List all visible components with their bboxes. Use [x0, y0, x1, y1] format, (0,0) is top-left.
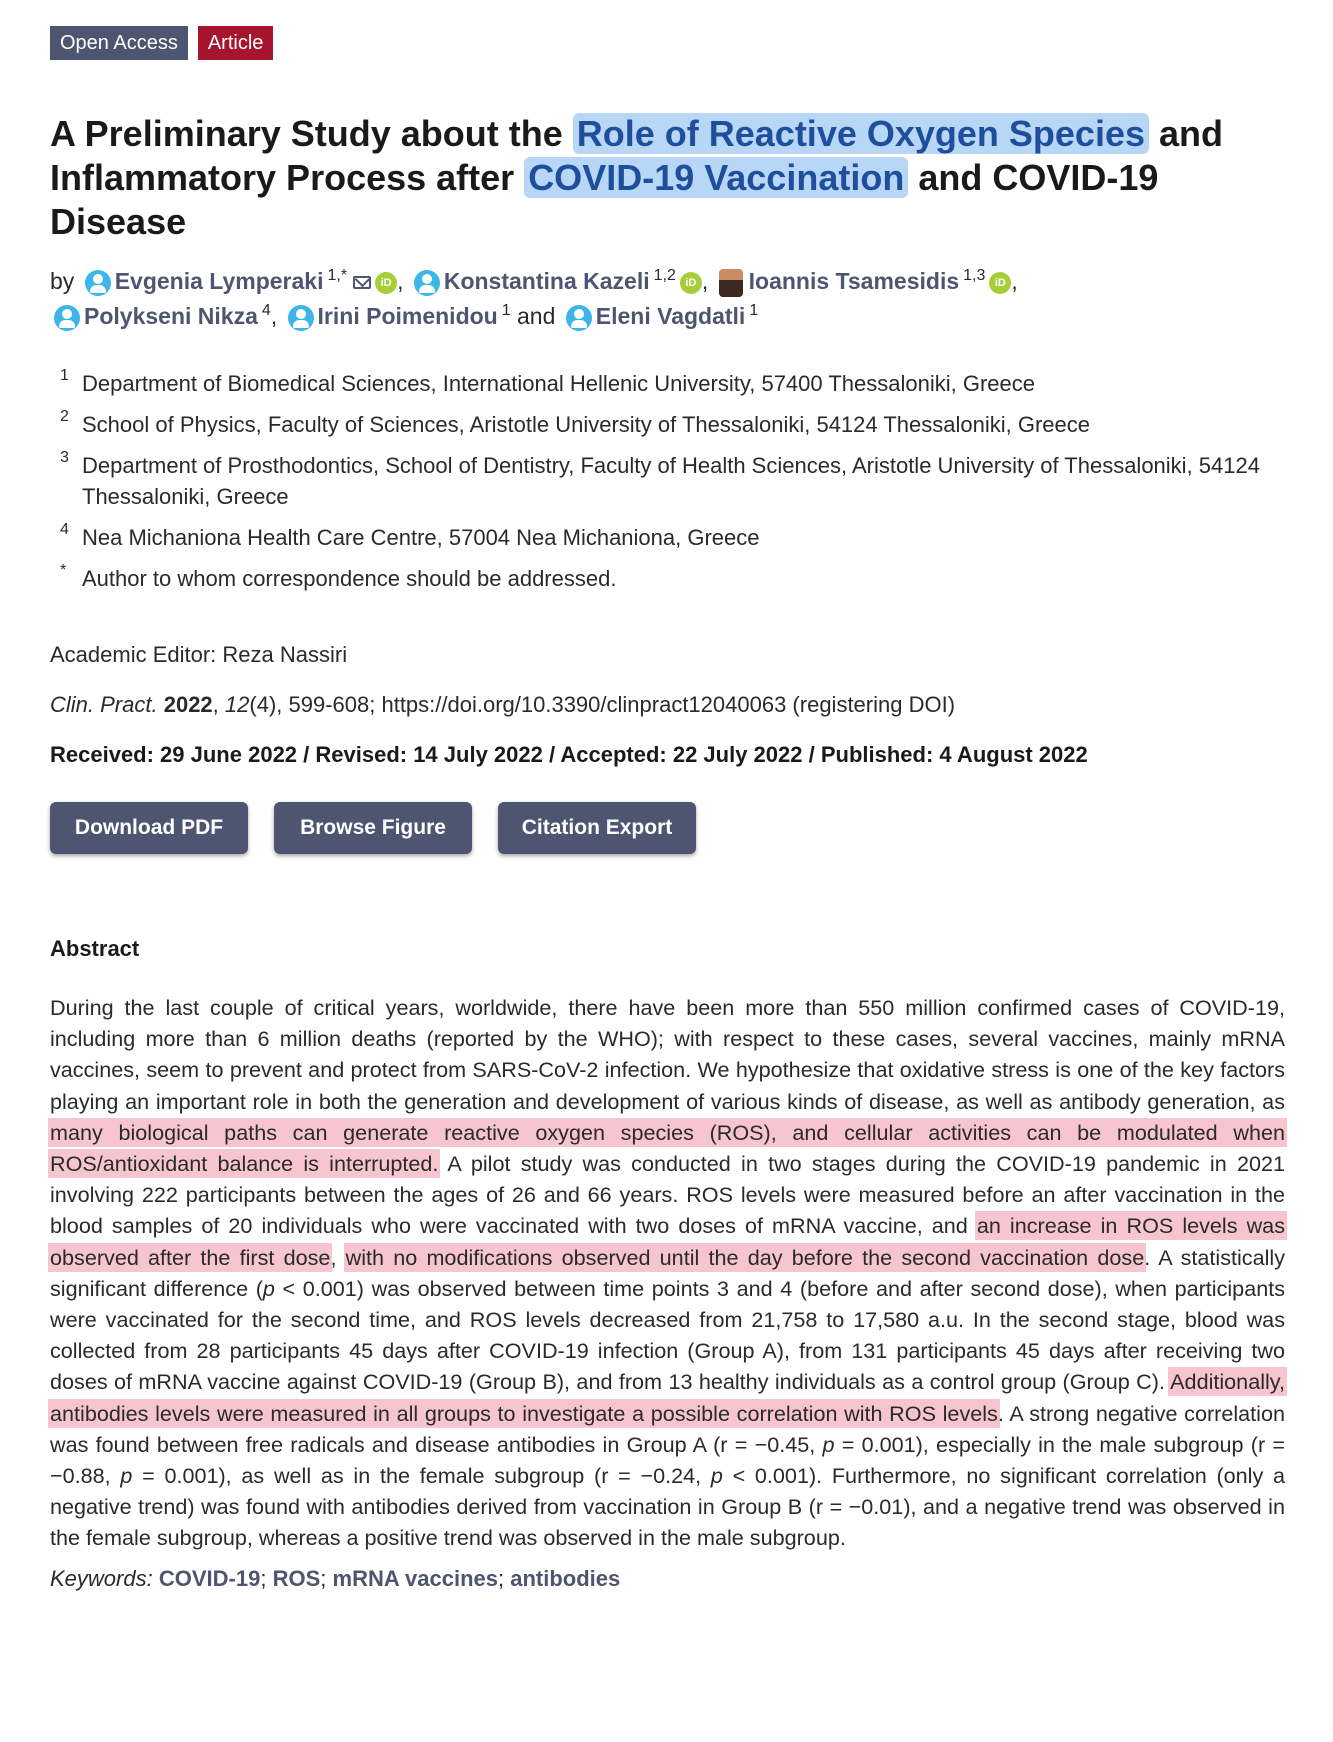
keyword-link[interactable]: ROS: [272, 1565, 321, 1591]
affiliation-item: [50, 409, 1285, 440]
keyword-link[interactable]: antibodies: [510, 1565, 621, 1591]
journal-name: Clin. Pract.: [50, 692, 158, 717]
separator: ,: [701, 268, 709, 294]
affiliation-ref[interactable]: 1: [501, 302, 511, 320]
affiliation-ref[interactable]: 1: [749, 302, 759, 320]
title-selection-2: COVID-19 Vaccination: [524, 157, 908, 198]
abstract-highlight: with no modifications observed until the day before the second vaccination dose: [345, 1244, 1145, 1270]
abstract-text: During the last couple of critical years, worldwide, there have been more than 550 million confirmed cases of COVID-19, including more than 6 million deaths (reported by the WHO); with respect to these cases, several vaccines, mainly mRNA vaccines, seem to prevent and protect from SARS-CoV-2 infection. We hypothesize that oxidative stress is one of the key factors playing an important role in both the generation and development of various kinds of disease, as well as antibody generation, as: [50, 995, 1285, 1114]
user-icon[interactable]: [85, 270, 111, 296]
citation-line: Clin. Pract. 2022, 12(4), 599-608; https://doi.org/10.3390/clinpract12040063 (registering DOI): [50, 692, 956, 717]
author-name[interactable]: Ioannis Tsamesidis: [748, 268, 960, 294]
affiliation-item: [50, 563, 1285, 594]
orcid-icon[interactable]: iD: [375, 272, 397, 294]
author-name[interactable]: Evgenia Lymperaki: [114, 268, 324, 294]
affiliation-number: *: [60, 562, 67, 579]
abstract-text: . A strong negative correlation was found between free radicals and disease antibodies in Group A (r = −0.45,: [50, 1400, 1285, 1457]
orcid-icon[interactable]: iD: [680, 272, 702, 294]
affiliation-text: Department of Prosthodontics, School of Dentistry, Faculty of Health Sciences, Aristotle University of Thessaloniki, 54124 Thessaloniki, Greece: [82, 453, 1260, 509]
user-icon[interactable]: [414, 270, 440, 296]
citation-export-button[interactable]: Citation Export: [498, 802, 696, 854]
keyword-separator: ;: [260, 1565, 267, 1591]
keyword-separator: ;: [498, 1565, 505, 1591]
abstract-text: = 0.001), especially in the male subgroup (r = −0.88,: [50, 1431, 1285, 1489]
mail-icon[interactable]: [353, 276, 371, 289]
affiliation-number: 4: [60, 521, 69, 538]
abstract-text: < 0.001). Furthermore, no significant correlation (only a negative trend) was found with antibodies derived from vaccination in Group B (r = −0.01), and a negative trend was observed in the female subgroup, whereas a positive trend was observed in the male subgroup.: [50, 1463, 1285, 1551]
abstract-highlight: Additionally, antibodies levels were measured in all groups to investigate a possible correlation with ROS levels: [50, 1369, 1285, 1426]
affiliation-number: 2: [60, 408, 69, 425]
separator: ,: [270, 303, 278, 329]
author-name[interactable]: Eleni Vagdatli: [595, 303, 746, 329]
title-text: and Inflammatory Process after: [50, 113, 1224, 198]
keywords-label: Keywords:: [50, 1565, 153, 1591]
affiliation-item: [50, 522, 1285, 553]
affiliation-text: Author to whom correspondence should be addressed.: [82, 566, 617, 591]
affiliation-item: [50, 368, 1285, 399]
action-buttons: [50, 802, 1285, 854]
citation-year: 2022: [163, 692, 213, 717]
browse-figure-button[interactable]: Browse Figure: [274, 802, 472, 854]
abstract-highlight: an increase in ROS levels was observed after the first dose: [50, 1213, 1285, 1270]
publication-dates: Received: 29 June 2022 / Revised: 14 July 2022 / Accepted: 22 July 2022 / Published: 4 August 2022: [50, 742, 1088, 767]
article-type-badge[interactable]: Article: [198, 26, 274, 60]
affiliation-text: School of Physics, Faculty of Sciences, Aristotle University of Thessaloniki, 54124 Thessaloniki, Greece: [82, 412, 1090, 437]
author-name[interactable]: Polykseni Nikza: [84, 303, 258, 329]
affiliation-ref[interactable]: 1,2: [653, 267, 676, 285]
p-symbol: p: [710, 1463, 723, 1489]
author-list: [50, 264, 1285, 334]
badge-row: [50, 26, 1285, 60]
separator: ,: [1011, 268, 1018, 294]
author-photo-icon[interactable]: [719, 269, 743, 297]
p-symbol: p: [822, 1431, 835, 1457]
abstract-text: A pilot study was conducted in two stages during the COVID-19 pandemic in 2021 involving 222 participants between the ages of 26 and 66 years. ROS levels were measured before an after vaccination in the blood samples of 20 individuals who were vaccinated with two doses of mRNA vaccine, and: [50, 1151, 1285, 1239]
title-selection-1: Role of Reactive Oxygen Species: [573, 113, 1149, 154]
abstract-text: . A statistically significant difference (: [50, 1244, 1285, 1301]
abstract-heading: Abstract: [50, 936, 140, 961]
affiliation-list: [50, 368, 1285, 594]
abstract-text: = 0.001), as well as in the female subgroup (r = −0.24,: [132, 1463, 711, 1489]
user-icon[interactable]: [566, 305, 592, 331]
affiliation-text: Nea Michaniona Health Care Centre, 57004 Nea Michaniona, Greece: [82, 525, 760, 550]
keyword-separator: ;: [320, 1565, 327, 1591]
separator: ,: [397, 268, 404, 294]
by-label: by: [50, 268, 75, 294]
keyword-link[interactable]: COVID-19: [158, 1565, 261, 1591]
abstract-body: [50, 992, 1285, 1554]
orcid-icon[interactable]: iD: [989, 272, 1011, 294]
author-name[interactable]: Irini Poimenidou: [317, 303, 498, 329]
p-symbol: p: [120, 1463, 133, 1489]
abstract-text: ,: [330, 1244, 346, 1270]
affiliation-text: Department of Biomedical Sciences, International Hellenic University, 57400 Thessaloniki, Greece: [82, 371, 1035, 396]
user-icon[interactable]: [288, 305, 314, 331]
keywords-line: [50, 1566, 1285, 1592]
author-line: [50, 299, 1285, 334]
article-title: [50, 112, 1270, 244]
academic-editor: Academic Editor: Reza Nassiri: [50, 642, 348, 667]
abstract-text: < 0.001) was observed between time points 3 and 4 (before and after second dose), when participants were vaccinated for the second time, and ROS levels decreased from 21,758 to 17,580 a.u. In the second stage, blood was collected from 28 participants 45 days after COVID-19 infection (Group A), from 131 participants 45 days after receiving two doses of mRNA vaccine against COVID-19 (Group B), and from 13 healthy individuals as a control group (Group C).: [50, 1275, 1286, 1395]
author-name[interactable]: Konstantina Kazeli: [443, 268, 650, 294]
affiliation-number: 1: [60, 367, 69, 384]
title-text: A Preliminary Study about the: [50, 113, 573, 154]
open-access-badge[interactable]: Open Access: [50, 26, 188, 60]
title-text: and COVID-19 Disease: [50, 157, 1159, 242]
author-line: [50, 264, 1285, 299]
download-pdf-button[interactable]: Download PDF: [50, 802, 248, 854]
citation-rest[interactable]: (4), 599-608; https://doi.org/10.3390/clinpract12040063 (registering DOI): [249, 692, 956, 717]
citation-volume: 12: [224, 692, 250, 717]
affiliation-number: 3: [60, 449, 69, 466]
user-icon[interactable]: [54, 305, 80, 331]
and-label: and: [517, 303, 556, 329]
p-symbol: p: [262, 1275, 275, 1301]
abstract-highlight: many biological paths can generate reactive oxygen species (ROS), and cellular activities can be modulated when ROS/antioxidant balance is interrupted.: [50, 1119, 1285, 1177]
affiliation-ref[interactable]: 4: [261, 302, 271, 320]
affiliation-ref[interactable]: 1,*: [327, 267, 348, 285]
affiliation-ref[interactable]: 1,3: [963, 267, 986, 285]
keyword-link[interactable]: mRNA vaccines: [332, 1565, 498, 1591]
affiliation-item: [50, 450, 1285, 512]
